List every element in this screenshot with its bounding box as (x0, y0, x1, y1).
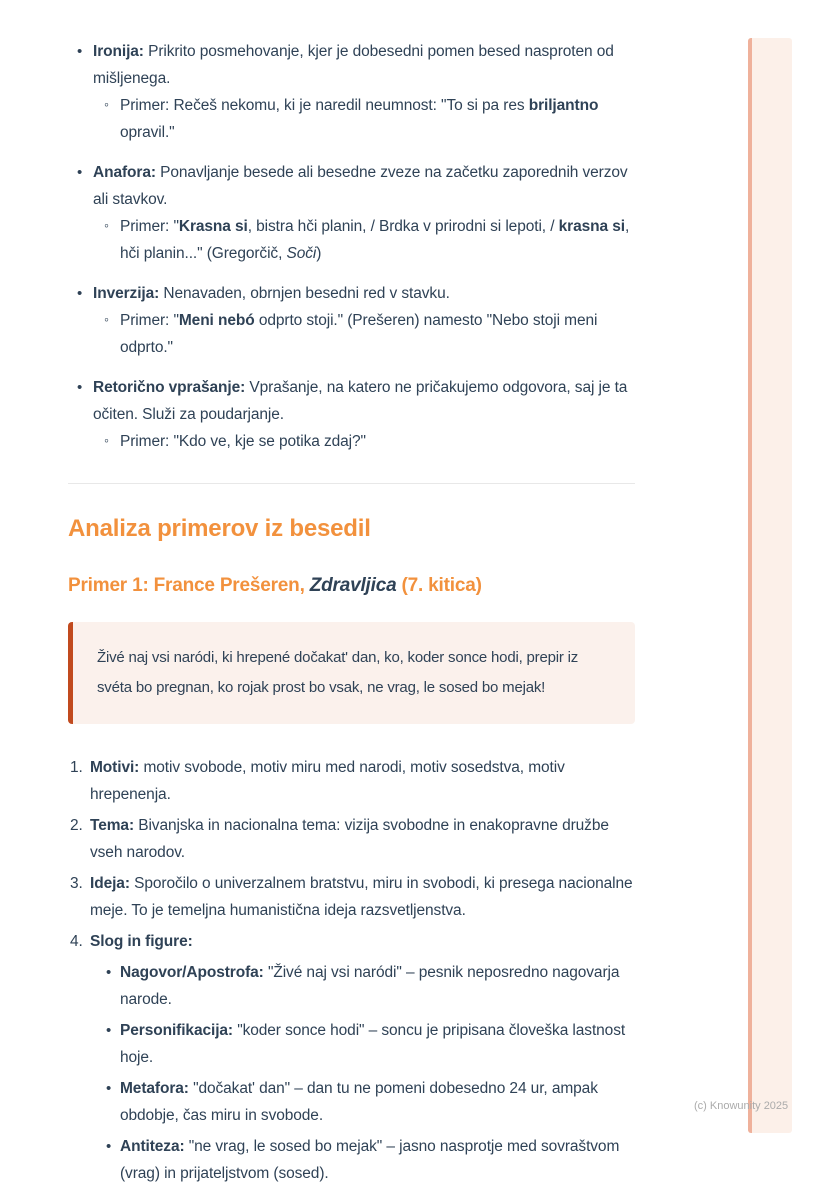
example-sublist (93, 428, 635, 455)
example-sublist (93, 92, 635, 146)
example-item (68, 428, 635, 455)
figure-item (90, 1133, 635, 1187)
glossary-item (68, 374, 635, 455)
example-subheading (68, 573, 635, 598)
glossary-list (68, 38, 635, 455)
item-number: 2. (70, 817, 83, 834)
numbered-item (68, 870, 635, 924)
text-segment: Soči (286, 245, 317, 262)
bullet-icon: • (106, 1022, 112, 1039)
quote-text: Živé naj vsi naródi, ki hrepené dočakat' dan, ko, koder sonce hodi, prepir iz svéta bo pregnan, ko rojak prost bo vsak, ne vrag, le sosed bo mejak! (97, 649, 579, 696)
item-term: Ideja: (90, 875, 130, 892)
example-sublist (93, 213, 635, 267)
glossary-item (68, 159, 635, 267)
bullet-icon: • (77, 43, 83, 60)
glossary-term: Inverzija: (93, 285, 160, 302)
item-text: Sporočilo o univerzalnem bratstvu, miru in svobodi, ki presega nacionalne meje. To je temeljna humanistična ideja razsvetljenstva. (90, 875, 633, 919)
sub-bullet-icon: ◦ (104, 217, 109, 233)
numbered-item (68, 754, 635, 808)
bullet-icon: • (77, 379, 83, 396)
text-segment: , bistra hči planin, / Brdka v prirodni si lepoti, / (247, 218, 559, 235)
example-item (68, 92, 635, 146)
glossary-item (68, 280, 635, 361)
item-text: motiv svobode, motiv miru med narodi, motiv sosedstva, motiv hrepenenja. (90, 759, 565, 803)
glossary-definition: Prikrito posmehovanje, kjer je dobesedni pomen besed nasproten od mišljenega. (93, 43, 614, 87)
quote-block (68, 622, 635, 724)
text-segment: Primer: " (120, 218, 179, 235)
page-edge-stripe (748, 38, 792, 1133)
document-page (68, 38, 635, 1191)
item-number: 3. (70, 875, 83, 892)
figure-item (90, 1075, 635, 1129)
figure-item (90, 1017, 635, 1071)
text-segment: Primer: "Kdo ve, kje se potika zdaj?" (120, 433, 366, 450)
item-number: 1. (70, 759, 83, 776)
copyright-notice: (c) Knowunity 2025 (694, 1100, 789, 1112)
section-heading: Analiza primerov iz besedil (68, 515, 371, 542)
figure-item (90, 959, 635, 1013)
figure-term: Nagovor/Apostrofa: (120, 964, 264, 981)
glossary-item (68, 38, 635, 146)
glossary-term: Retorično vprašanje: (93, 379, 246, 396)
text-segment: odprto stoji." (Prešeren) namesto "Nebo stoji meni odprto." (120, 312, 598, 356)
bullet-icon: • (106, 1080, 112, 1097)
glossary-definition: Ponavljanje besede ali besedne zveze na začetku zaporednih verzov ali stavkov. (93, 164, 628, 208)
figure-text: "dočakat' dan" – dan tu ne pomeni dobesedno 24 ur, ampak obdobje, čas miru in svobode. (120, 1080, 598, 1124)
numbered-item (68, 812, 635, 866)
item-term: Tema: (90, 817, 135, 834)
glossary-definition: Nenavaden, obrnjen besedni red v stavku. (159, 285, 450, 302)
bullet-icon: • (106, 964, 112, 981)
example-item (68, 307, 635, 361)
glossary-definition: Vprašanje, na katero ne pričakujemo odgovora, saj je ta očiten. Služi za poudarjanje. (93, 379, 628, 423)
text-segment: Zdravljica (309, 575, 397, 596)
analysis-numbered-list (68, 754, 635, 1187)
example-sublist (93, 307, 635, 361)
text-segment: Meni nebó (178, 312, 255, 329)
glossary-term: Anafora: (93, 164, 156, 181)
item-text: Bivanjska in nacionalna tema: vizija svobodne in enakopravne družbe vseh narodov. (90, 817, 609, 861)
item-number: 4. (70, 933, 83, 950)
figure-term: Personifikacija: (120, 1022, 233, 1039)
text-segment: briljantno (528, 97, 599, 114)
numbered-item (68, 928, 635, 1187)
text-segment: Primer: Rečeš nekomu, ki je naredil neumnost: "To si pa res (120, 97, 529, 114)
text-segment: , hči planin..." (Gregorčič, (120, 218, 630, 262)
text-segment: (7. kitica) (396, 575, 482, 596)
text-segment: krasna si (558, 218, 625, 235)
bullet-icon: • (106, 1138, 112, 1155)
text-segment: ) (316, 245, 322, 262)
figure-term: Metafora: (120, 1080, 189, 1097)
bullet-icon: • (77, 164, 83, 181)
example-item (68, 213, 635, 267)
text-segment: Krasna si (178, 218, 248, 235)
sub-bullet-icon: ◦ (104, 432, 109, 448)
section-divider (68, 483, 635, 484)
text-segment: Primer 1: France Prešeren, (68, 575, 310, 596)
glossary-term: Ironija: (93, 43, 144, 60)
figure-list (90, 959, 635, 1187)
figure-text: "ne vrag, le sosed bo mejak" – jasno nasprotje med sovraštvom (vrag) in prijateljstvom (sosed). (120, 1138, 620, 1182)
figure-text: "koder sonce hodi" – soncu je pripisana človeška lastnost hoje. (120, 1022, 626, 1066)
figure-text: "Živé naj vsi naródi" – pesnik neposredno nagovarja narode. (120, 964, 620, 1008)
sub-bullet-icon: ◦ (104, 96, 109, 112)
text-segment: opravil." (120, 124, 175, 141)
item-term: Motivi: (90, 759, 140, 776)
figure-term: Antiteza: (120, 1138, 185, 1155)
item-term: Slog in figure: (90, 933, 193, 950)
bullet-icon: • (77, 285, 83, 302)
sub-bullet-icon: ◦ (104, 311, 109, 327)
text-segment: Primer: " (120, 312, 179, 329)
